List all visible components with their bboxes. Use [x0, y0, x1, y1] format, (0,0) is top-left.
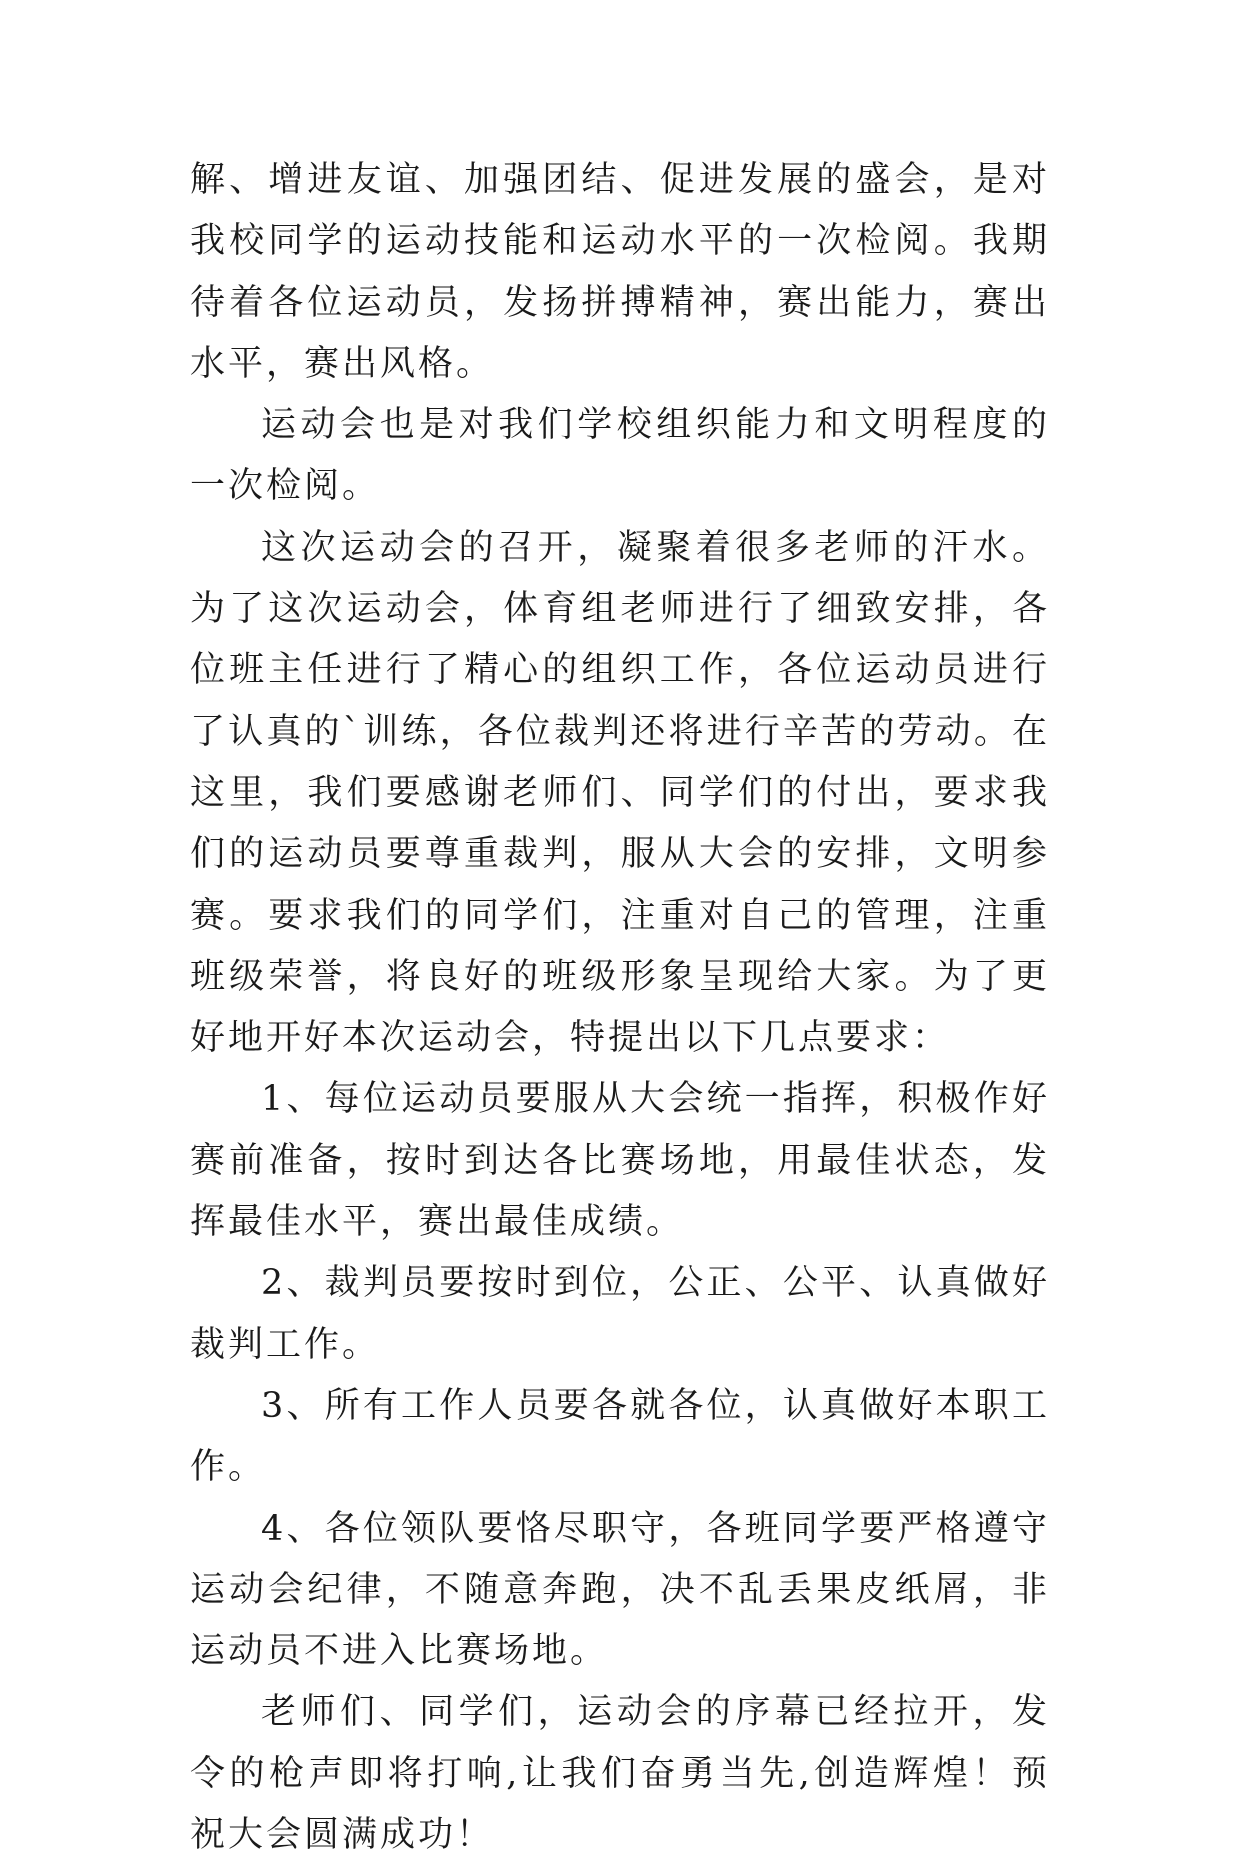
requirement-4: 4、各位领队要恪尽职守，各班同学要严格遵守运动会纪律，不随意奔跑，决不乱丢果皮纸屑，非运动员不进入比赛场地。 — [190, 1508, 1050, 1672]
requirement-3: 3、所有工作人员要各就各位，认真做好本职工作。 — [190, 1385, 1050, 1488]
requirement-1: 1、每位运动员要服从大会统一指挥，积极作好赛前准备，按时到达各比赛场地，用最佳状态，发挥最佳水平，赛出最佳成绩。 — [190, 1079, 1050, 1243]
paragraph-continuation: 解、增进友谊、加强团结、促进发展的盛会，是对我校同学的运动技能和运动水平的一次检阅。我期待着各位运动员，发扬拼搏精神，赛出能力，赛出水平，赛出风格。 — [190, 160, 1050, 384]
paragraph-inspection: 运动会也是对我们学校组织能力和文明程度的一次检阅。 — [190, 405, 1050, 507]
paragraph-thanks: 这次运动会的召开，凝聚着很多老师的汗水。为了这次运动会，体育组老师进行了细致安排，各位班主任进行了精心的组织工作，各位运动员进行了认真的`训练，各位裁判还将进行辛苦的劳动。在这里，我们要感谢老师们、同学们的付出，要求我们的运动员要尊重裁判，服从大会的安排，文明参赛。要求我们的同学们，注重对自己的管理，注重班级荣誉，将良好的班级形象呈现给大家。为了更好地开好本次运动会，特提出以下几点要求： — [190, 527, 1050, 1059]
paragraph-closing: 老师们、同学们，运动会的序幕已经拉开，发令的枪声即将打响,让我们奋勇当先,创造辉煌！预祝大会圆满成功！ — [190, 1692, 1050, 1856]
body-text — [190, 150, 1050, 1866]
requirement-2: 2、裁判员要按时到位，公正、公平、认真做好裁判工作。 — [190, 1263, 1050, 1365]
